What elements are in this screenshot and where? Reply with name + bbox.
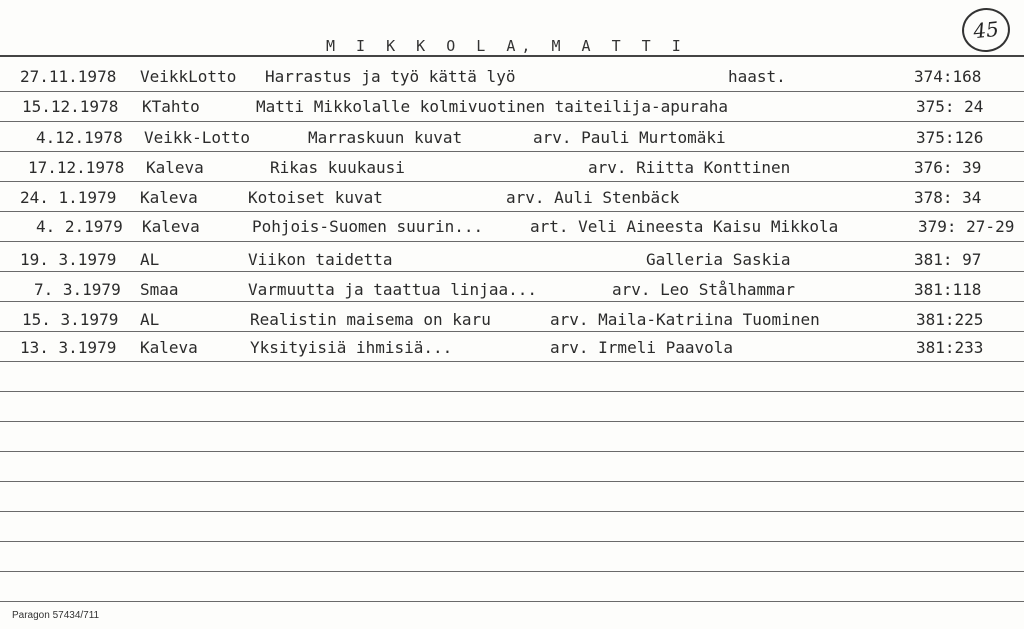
ruled-line — [0, 601, 1024, 602]
entry-source: AL — [140, 310, 160, 329]
entry-date: 4.12.1978 — [36, 128, 123, 147]
entry-ref: 376: 39 — [914, 158, 982, 177]
entry-source: KTahto — [142, 97, 200, 116]
ruled-line — [0, 571, 1024, 572]
entry-note: arv. Pauli Murtomäki — [533, 128, 726, 147]
entry-date: 15. 3.1979 — [22, 310, 119, 329]
entry-row — [0, 63, 1024, 93]
entry-date: 17.12.1978 — [28, 158, 125, 177]
entry-date: 4. 2.1979 — [36, 217, 123, 236]
entry-note: art. Veli Aineesta Kaisu Mikkola — [530, 217, 839, 236]
entry-source: Kaleva — [142, 217, 200, 236]
entry-date: 13. 3.1979 — [20, 338, 117, 357]
entry-source: Veikk-Lotto — [144, 128, 250, 147]
ruled-line — [0, 541, 1024, 542]
entry-row — [0, 276, 1024, 306]
entry-note: haast. — [728, 67, 786, 86]
entry-source: VeikkLotto — [140, 67, 237, 86]
ruled-line — [0, 421, 1024, 422]
entry-text: Kotoiset kuvat — [248, 188, 383, 207]
entry-row — [0, 213, 1024, 243]
card-title: M I K K O L A, M A T T I — [326, 37, 687, 55]
entry-source: Kaleva — [146, 158, 204, 177]
entry-ref: 375:126 — [916, 128, 984, 147]
entry-note: arv. Riitta Konttinen — [588, 158, 791, 177]
entry-date: 19. 3.1979 — [20, 250, 117, 269]
entry-note: Galleria Saskia — [646, 250, 791, 269]
entry-row — [0, 306, 1024, 336]
entry-date: 24. 1.1979 — [20, 188, 117, 207]
entry-ref: 379: 27-29 — [918, 217, 1015, 236]
entry-note: arv. Irmeli Paavola — [550, 338, 734, 357]
entry-row — [0, 93, 1024, 123]
entry-row — [0, 154, 1024, 184]
entry-text: Pohjois-Suomen suurin... — [252, 217, 484, 236]
page-number: 45 — [960, 6, 1012, 55]
entry-note: arv. Auli Stenbäck — [506, 188, 680, 207]
ruled-line — [0, 481, 1024, 482]
ruled-line — [0, 391, 1024, 392]
entry-ref: 381:225 — [916, 310, 984, 329]
entry-ref: 374:168 — [914, 67, 982, 86]
entry-text: Matti Mikkolalle kolmivuotinen taiteilija-apuraha — [256, 97, 729, 116]
entry-source: Kaleva — [140, 338, 198, 357]
entry-text: Realistin maisema on karu — [250, 310, 491, 329]
entry-source: AL — [140, 250, 160, 269]
entry-text: Varmuutta ja taattua linjaa... — [248, 280, 537, 299]
entry-date: 27.11.1978 — [20, 67, 117, 86]
entry-row — [0, 124, 1024, 154]
entry-ref: 381: 97 — [914, 250, 982, 269]
entry-text: Yksityisiä ihmisiä... — [250, 338, 453, 357]
entry-date: 15.12.1978 — [22, 97, 119, 116]
entry-row — [0, 334, 1024, 364]
entry-note: arv. Maila-Katriina Tuominen — [550, 310, 820, 329]
entry-date: 7. 3.1979 — [34, 280, 121, 299]
entry-text: Harrastus ja työ kättä lyö — [265, 67, 516, 86]
entry-ref: 378: 34 — [914, 188, 982, 207]
entry-ref: 375: 24 — [916, 97, 984, 116]
entry-source: Kaleva — [140, 188, 198, 207]
entry-text: Rikas kuukausi — [270, 158, 405, 177]
ruled-line — [0, 451, 1024, 452]
entry-row — [0, 246, 1024, 276]
entry-text: Marraskuun kuvat — [308, 128, 463, 147]
entry-text: Viikon taidetta — [248, 250, 393, 269]
entry-ref: 381:233 — [916, 338, 984, 357]
card-footer: Paragon 57434/711 — [12, 610, 100, 621]
entry-note: arv. Leo Stålhammar — [612, 280, 796, 299]
entry-ref: 381:118 — [914, 280, 982, 299]
ruled-line — [0, 511, 1024, 512]
entry-row — [0, 184, 1024, 214]
title-rule — [0, 55, 1024, 57]
entry-source: Smaa — [140, 280, 179, 299]
